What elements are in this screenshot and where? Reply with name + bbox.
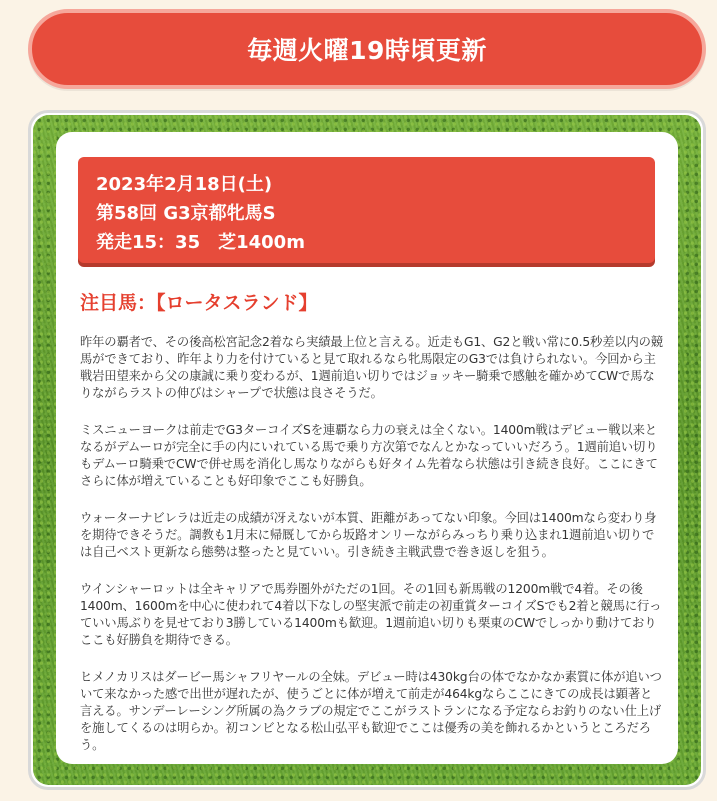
- analysis-paragraph: ウォーターナビレラは近走の成績が冴えないが本質、距離があってない印象。今回は1400mなら変わり身を期待できそうだ。調教も1月末に帰厩してから坂路オンリーながらみっちり乗り込まれ1週前追い切りでは自己ベスト更新なら態勢は整ったと見ていい。引き続き主戦武豊で巻き返しを狙う。: [80, 511, 657, 559]
- update-schedule-banner: [28, 9, 706, 89]
- race-name: 第58回 G3京都牝馬S: [96, 203, 276, 224]
- race-start-distance: 発走15：35 芝1400m: [96, 232, 305, 253]
- race-date: 2023年2月18日(土): [96, 174, 273, 195]
- analysis-body: [80, 334, 664, 774]
- banner-text: 毎週火曜19時頃更新: [247, 36, 487, 65]
- race-card: [56, 132, 678, 764]
- featured-horse-heading: 注目馬：【ロータスランド】: [80, 292, 318, 314]
- analysis-paragraph: ミスニューヨークは前走でG3ターコイズSを連覇なら力の衰えは全くない。1400m戦はデビュー戦以来となるがデムーロが完全に手の内にいれている馬で乗り方次第でなんとかなっていいだろう。1週前追い切りもデムーロ騎乗でCWで併せ馬を消化し馬なりながらも好タイム先着なら状態は引き続き良好。ここにきてさらに体が増えていることも好印象でここも好勝負。: [80, 423, 658, 488]
- race-info-box: [78, 157, 655, 263]
- analysis-paragraph: ヒメノカリスはダービー馬シャフリヤールの全妹。デビュー時は430kg台の体でなかなか素質に体が追いついて来なかった感で出世が遅れたが、使うごとに体が増えて前走が464kgならここにきての成長は顕著と言える。サンデーレーシング所属の為クラブの規定でここがラストランになる予定ならお釣りのない仕上げを施してくるのは明らか。初コンビとなる松山弘平も歓迎でここは優秀の美を飾れるかというところだろう。: [80, 670, 662, 752]
- analysis-paragraph: ウインシャーロットは全キャリアで馬券圏外がただの1回。その1回も新馬戦の1200m戦で4着。その後1400m、1600mを中心に使われて4着以下なしの堅実派で前走の初重賞ターコイズSでも2着と競馬に行っていい馬ぶりを見せており3勝している1400mも歓迎。1週前追い切りも栗東のCWでしっかり動けておりここも好勝負を期待できる。: [80, 582, 662, 647]
- analysis-paragraph: 昨年の覇者で、その後高松宮記念2着なら実績最上位と言える。近走もG1、G2と戦い常に0.5秒差以内の競馬ができており、昨年より力を付けていると見て取れるなら牝馬限定のG3では負けられない。今回から主戦岩田望来から父の康誠に乗り変わるが、1週前追い切りではジョッキー騎乗で感触を確かめてCWで馬なりながらラストの伸びはシャープで状態は良さそうだ。: [80, 335, 663, 400]
